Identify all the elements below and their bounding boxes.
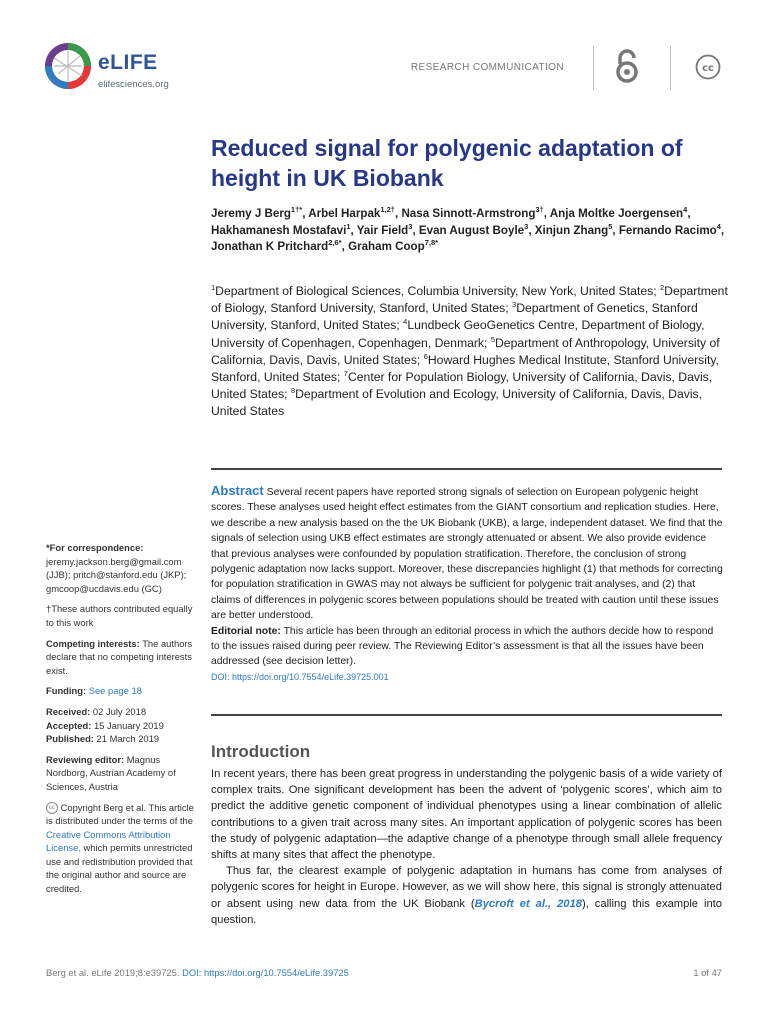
article-title: Reduced signal for polygenic adaptation of height in UK Biobank: [211, 135, 683, 191]
author-list: Jeremy J Berg$^{1\dagger*}$, Arbel Harpak$^{1,2\dagger}$, Nasa Sinnott-Armstrong$^{3\dagger}$, Anja Moltke Joergensen$^4$, Hakhamanesh Mostafavi$^1$, Yair Field$^3$, Evan August Boyle$^3$, Xinjun Zhang$^5$, Fernando Racimo$^4$, Jonathan K Pritchard$^{2,6*}$, Graham Coop$^{7,8*}$: [211, 205, 725, 254]
correspondence-emails[interactable]: jeremy.jackson.berg@gmail.com (JJB); pritch@stanford.edu (JKP); gmcoop@ucdavis.edu (GC): [46, 555, 187, 594]
affiliation-text: Department of Biology, Stanford University, Stanford, United States;: [211, 284, 728, 316]
license-link[interactable]: Creative Commons Attribution License,: [46, 828, 171, 854]
affiliation-number: 5: [490, 334, 495, 344]
svg-text:cc: cc: [702, 63, 714, 74]
divider: [211, 714, 722, 716]
abstract-text: Several recent papers have reported strong signals of selection on European polygenic height scores. These analyses used height effect estimates from the GIANT consortium and replication studies. Here, we describe a new analysis based on the the UK Biobank (UKB), a large, independent dataset. We find that the signals of selection using UKB effect estimates are strongly attenuated or absent. We also provide evidence that previous analyses were confounded by population stratification. Therefore, the conclusion of strong polygenic adaptation now lacks support. Moreover, these discrepancies highlight (1) that methods for correcting for population stratification in GWAS may not always be sufficient for polygenic trait analyses, and (2) that claims of differences in polygenic scores between populations should be treated with caution until these issues are better understood.: [211, 487, 723, 622]
reviewing-editor-label: Reviewing editor:: [46, 753, 125, 765]
funding-link[interactable]: See page 18: [88, 685, 142, 697]
section-heading: Introduction: [211, 742, 311, 761]
affiliation-text: Lundbeck GeoGenetics Centre, Department of Biology, University of Copenhagen, Copenhagen, Denmark;: [211, 318, 705, 350]
author-affiliation-marker: 1,2†: [380, 205, 395, 215]
author-name[interactable]: Xinjun Zhang$^5$: [534, 221, 613, 237]
author-affiliation-marker: 3: [524, 221, 529, 231]
affiliation-text: Department of Genetics, Stanford University, Stanford, United States;: [211, 301, 698, 333]
competing-interests-text: The authors declare that no competing interests exist.: [46, 637, 193, 676]
author-name[interactable]: Anja Moltke Joergensen$^4$: [549, 205, 688, 220]
accepted-label: Accepted:: [46, 719, 92, 731]
author-affiliation-marker: 3: [408, 221, 413, 231]
affiliation-text: Department of Anthropology, University of California, Davis, Davis, United States;: [211, 335, 720, 367]
abstract-label: Abstract: [211, 483, 264, 498]
divider: [211, 468, 722, 470]
author-name[interactable]: Graham Coop$^{7,8*}$: [348, 238, 439, 254]
affiliation-number: 1: [211, 282, 216, 292]
author-affiliation-marker: 3†: [535, 205, 544, 215]
article-type: RESEARCH COMMUNICATION: [410, 62, 564, 73]
affiliation-text: Howard Hughes Medical Institute, Stanford University, Stanford, United States;: [211, 352, 719, 385]
affiliation-number: 8: [290, 386, 296, 396]
author-name[interactable]: Fernando Racimo$^4$: [618, 221, 721, 237]
author-affiliation-marker: 1: [346, 221, 351, 231]
author-affiliation-marker: 1†*: [290, 205, 303, 215]
citation-link[interactable]: Bycroft et al., 2018: [474, 897, 582, 910]
author-name[interactable]: Arbel Harpak$^{1,2\dagger}$: [308, 205, 395, 220]
author-affiliation-marker: 4: [683, 205, 688, 215]
affiliation-number: 7: [343, 368, 348, 378]
copyright-text-end: which permits unrestricted use and redistribution provided that the original author and source are credited.: [46, 842, 193, 895]
copyright-icon: cc: [46, 802, 58, 814]
author-name[interactable]: Jeremy J Berg$^{1\dagger*}$: [211, 205, 303, 220]
published-label: Published:: [46, 733, 94, 745]
author-name[interactable]: Yair Field$^3$: [356, 221, 413, 237]
article-info-sidebar: [46, 541, 196, 903]
author-affiliation-marker: 4: [716, 221, 721, 231]
affiliation-number: 4: [403, 317, 408, 327]
author-affiliation-marker: 5: [608, 221, 613, 231]
author-name[interactable]: Evan August Boyle$^3$: [418, 221, 529, 237]
affiliation-text: Department of Evolution and Ecology, University of California, Davis, Davis, United States: [211, 387, 703, 419]
paragraph: Thus far, the clearest example of polygenic adaptation in humans has come from analyses of polygenic scores for height in Europe. However, as we will show here, this signal is strongly attenuated or absent using new data from the UK Biobank (Bycroft et al., 2018), calling this example into question.: [211, 865, 723, 926]
affiliation-text: Department of Biological Sciences, Columbia University, New York, United States;: [215, 284, 657, 298]
affiliation-number: 6: [423, 351, 428, 361]
author-name[interactable]: Jonathan K Pritchard$^{2,6*}$: [211, 238, 342, 254]
accepted-date: 15 January 2019: [93, 719, 164, 731]
editorial-note-label: Editorial note:: [211, 625, 281, 637]
site-url[interactable]: elifesciences.org: [98, 79, 169, 90]
footer-citation: [46, 967, 349, 978]
author-name[interactable]: Nasa Sinnott-Armstrong$^{3\dagger}$: [401, 205, 544, 220]
citation-text: Berg et al. eLife 2019;8:e39725.: [46, 967, 180, 978]
elife-logo-icon[interactable]: [44, 42, 92, 90]
paragraph: In recent years, there has been great progress in understanding the polygenic basis of a wide variety of complex traits. One significant development has been the advent of ‘polygenic scores’, which aim to predict the additive genetic component of individual phenotypes using a linear combination of allelic contributions to a given trait across many sites. An important application of polygenic scores has been the study of polygenic adaptation—the adaptive change of a phenotype through small allele frequency shifts at many sites that affect the phenotype.: [211, 768, 722, 862]
introduction-body: [211, 766, 722, 928]
creative-commons-icon: [695, 54, 721, 80]
author-affiliation-marker: 7,8*: [424, 238, 439, 248]
divider: [593, 46, 594, 90]
reviewing-editor: Magnus Nordborg, Austrian Academy of Sciences, Austria: [46, 753, 176, 792]
page-number: 1 of 47: [693, 967, 722, 978]
divider: [670, 46, 671, 90]
published-date: 21 March 2019: [96, 733, 160, 745]
copyright-text: Copyright Berg et al. This article is distributed under the terms of the: [46, 801, 194, 827]
competing-interests-label: Competing interests:: [46, 637, 140, 649]
editorial-note-text: This article has been through an editorial process in which the authors decide how to respond to the issues raised during peer review. The Reviewing Editor’s assessment is that all the issues have been addressed (see decision letter).: [211, 625, 714, 668]
affiliation-text: Center for Population Biology, University of California, Davis, Davis, United States;: [211, 370, 713, 402]
open-access-icon: [612, 48, 642, 84]
affiliation-number: 3: [512, 300, 517, 310]
abstract: [211, 483, 723, 685]
author-affiliation-marker: 2,6*: [328, 238, 342, 248]
footer-doi-link[interactable]: DOI: https://doi.org/10.7554/eLife.39725: [182, 967, 349, 978]
correspondence-label: *For correspondence:: [46, 542, 144, 553]
affiliation-list: [211, 283, 731, 421]
abstract-doi-link[interactable]: DOI: https://doi.org/10.7554/eLife.39725.001: [211, 671, 389, 682]
funding-label: Funding:: [46, 685, 87, 697]
author-name[interactable]: Hakhamanesh Mostafavi$^1$: [211, 221, 351, 237]
brand-name[interactable]: eLIFE: [98, 51, 158, 74]
equal-contribution-note: †These authors contributed equally to this work: [46, 603, 193, 628]
affiliation-number: 2: [660, 282, 665, 292]
received-label: Received:: [46, 705, 91, 717]
received-date: 02 July 2018: [92, 705, 147, 717]
